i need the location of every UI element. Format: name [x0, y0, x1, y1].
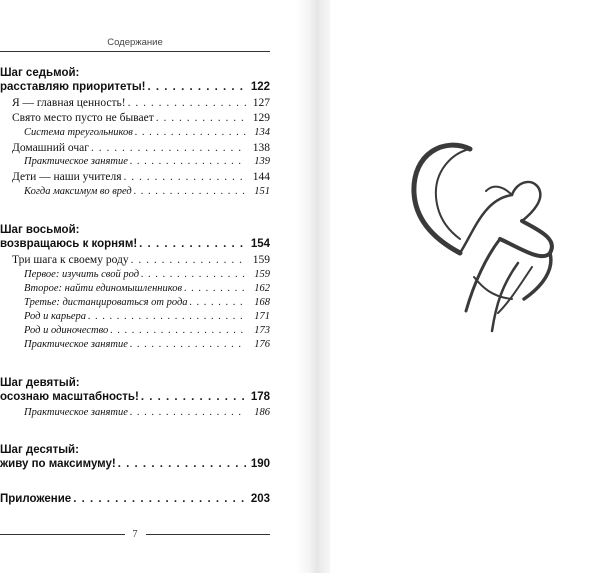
toc-entry[interactable]: возвращаюсь к корням! . . . 154 — [0, 237, 270, 251]
toc-entry[interactable]: осознаю масштабность! . . . 178 — [0, 390, 270, 404]
flowing-figure-emblem-icon — [400, 135, 560, 345]
toc-entry[interactable]: Домашний очаг . . . 138 — [0, 141, 270, 155]
page-footer — [0, 527, 270, 541]
toc-entry[interactable]: Практическое занятие . . . 186 — [0, 406, 270, 420]
toc-entry[interactable]: Система треугольников . . . 134 — [0, 126, 270, 140]
toc-step10-heading: Шаг десятый: — [0, 444, 79, 456]
toc-entry[interactable]: Род и одиночество . . . 173 — [0, 324, 270, 338]
footer-rule-left — [0, 534, 125, 535]
toc-entry[interactable]: живу по максимуму! . . . 190 — [0, 457, 270, 471]
toc-entry[interactable]: Практическое занятие . . . 176 — [0, 338, 270, 352]
running-head: Содержание — [107, 37, 163, 48]
toc-entry[interactable]: Род и карьера . . . 171 — [0, 310, 270, 324]
toc-entry[interactable]: Приложение . . . 203 — [0, 492, 270, 506]
toc-entry[interactable]: Третье: дистанцироваться от рода . . . 168 — [0, 296, 270, 310]
toc-entry[interactable]: Три шага к своему роду . . . 159 — [0, 253, 270, 267]
header-rule — [0, 51, 270, 52]
page-gutter — [296, 0, 330, 573]
toc-step7-heading: Шаг седьмой: — [0, 67, 80, 79]
footer-rule-right — [146, 534, 271, 535]
toc-entry[interactable]: расставляю приоритеты! . . . 122 — [0, 80, 270, 94]
toc-page — [0, 0, 270, 573]
toc-step9-heading: Шаг девятый: — [0, 377, 80, 389]
toc-entry[interactable]: Практическое занятие . . . 139 — [0, 155, 270, 169]
toc-entry[interactable]: Первое: изучить свой род . . . 159 — [0, 268, 270, 282]
toc-entry[interactable]: Дети — наши учителя . . . 144 — [0, 170, 270, 184]
toc-entry[interactable]: Второе: найти единомышленников . . . 162 — [0, 282, 270, 296]
page-number: 7 — [132, 528, 138, 540]
toc-entry[interactable]: Свято место пусто не бывает . . . 129 — [0, 111, 270, 125]
toc-entry[interactable]: Когда максимум во вред . . . 151 — [0, 185, 270, 199]
toc-entry[interactable]: Я — главная ценность! . . . 127 — [0, 96, 270, 110]
toc-step8-heading: Шаг восьмой: — [0, 224, 80, 236]
